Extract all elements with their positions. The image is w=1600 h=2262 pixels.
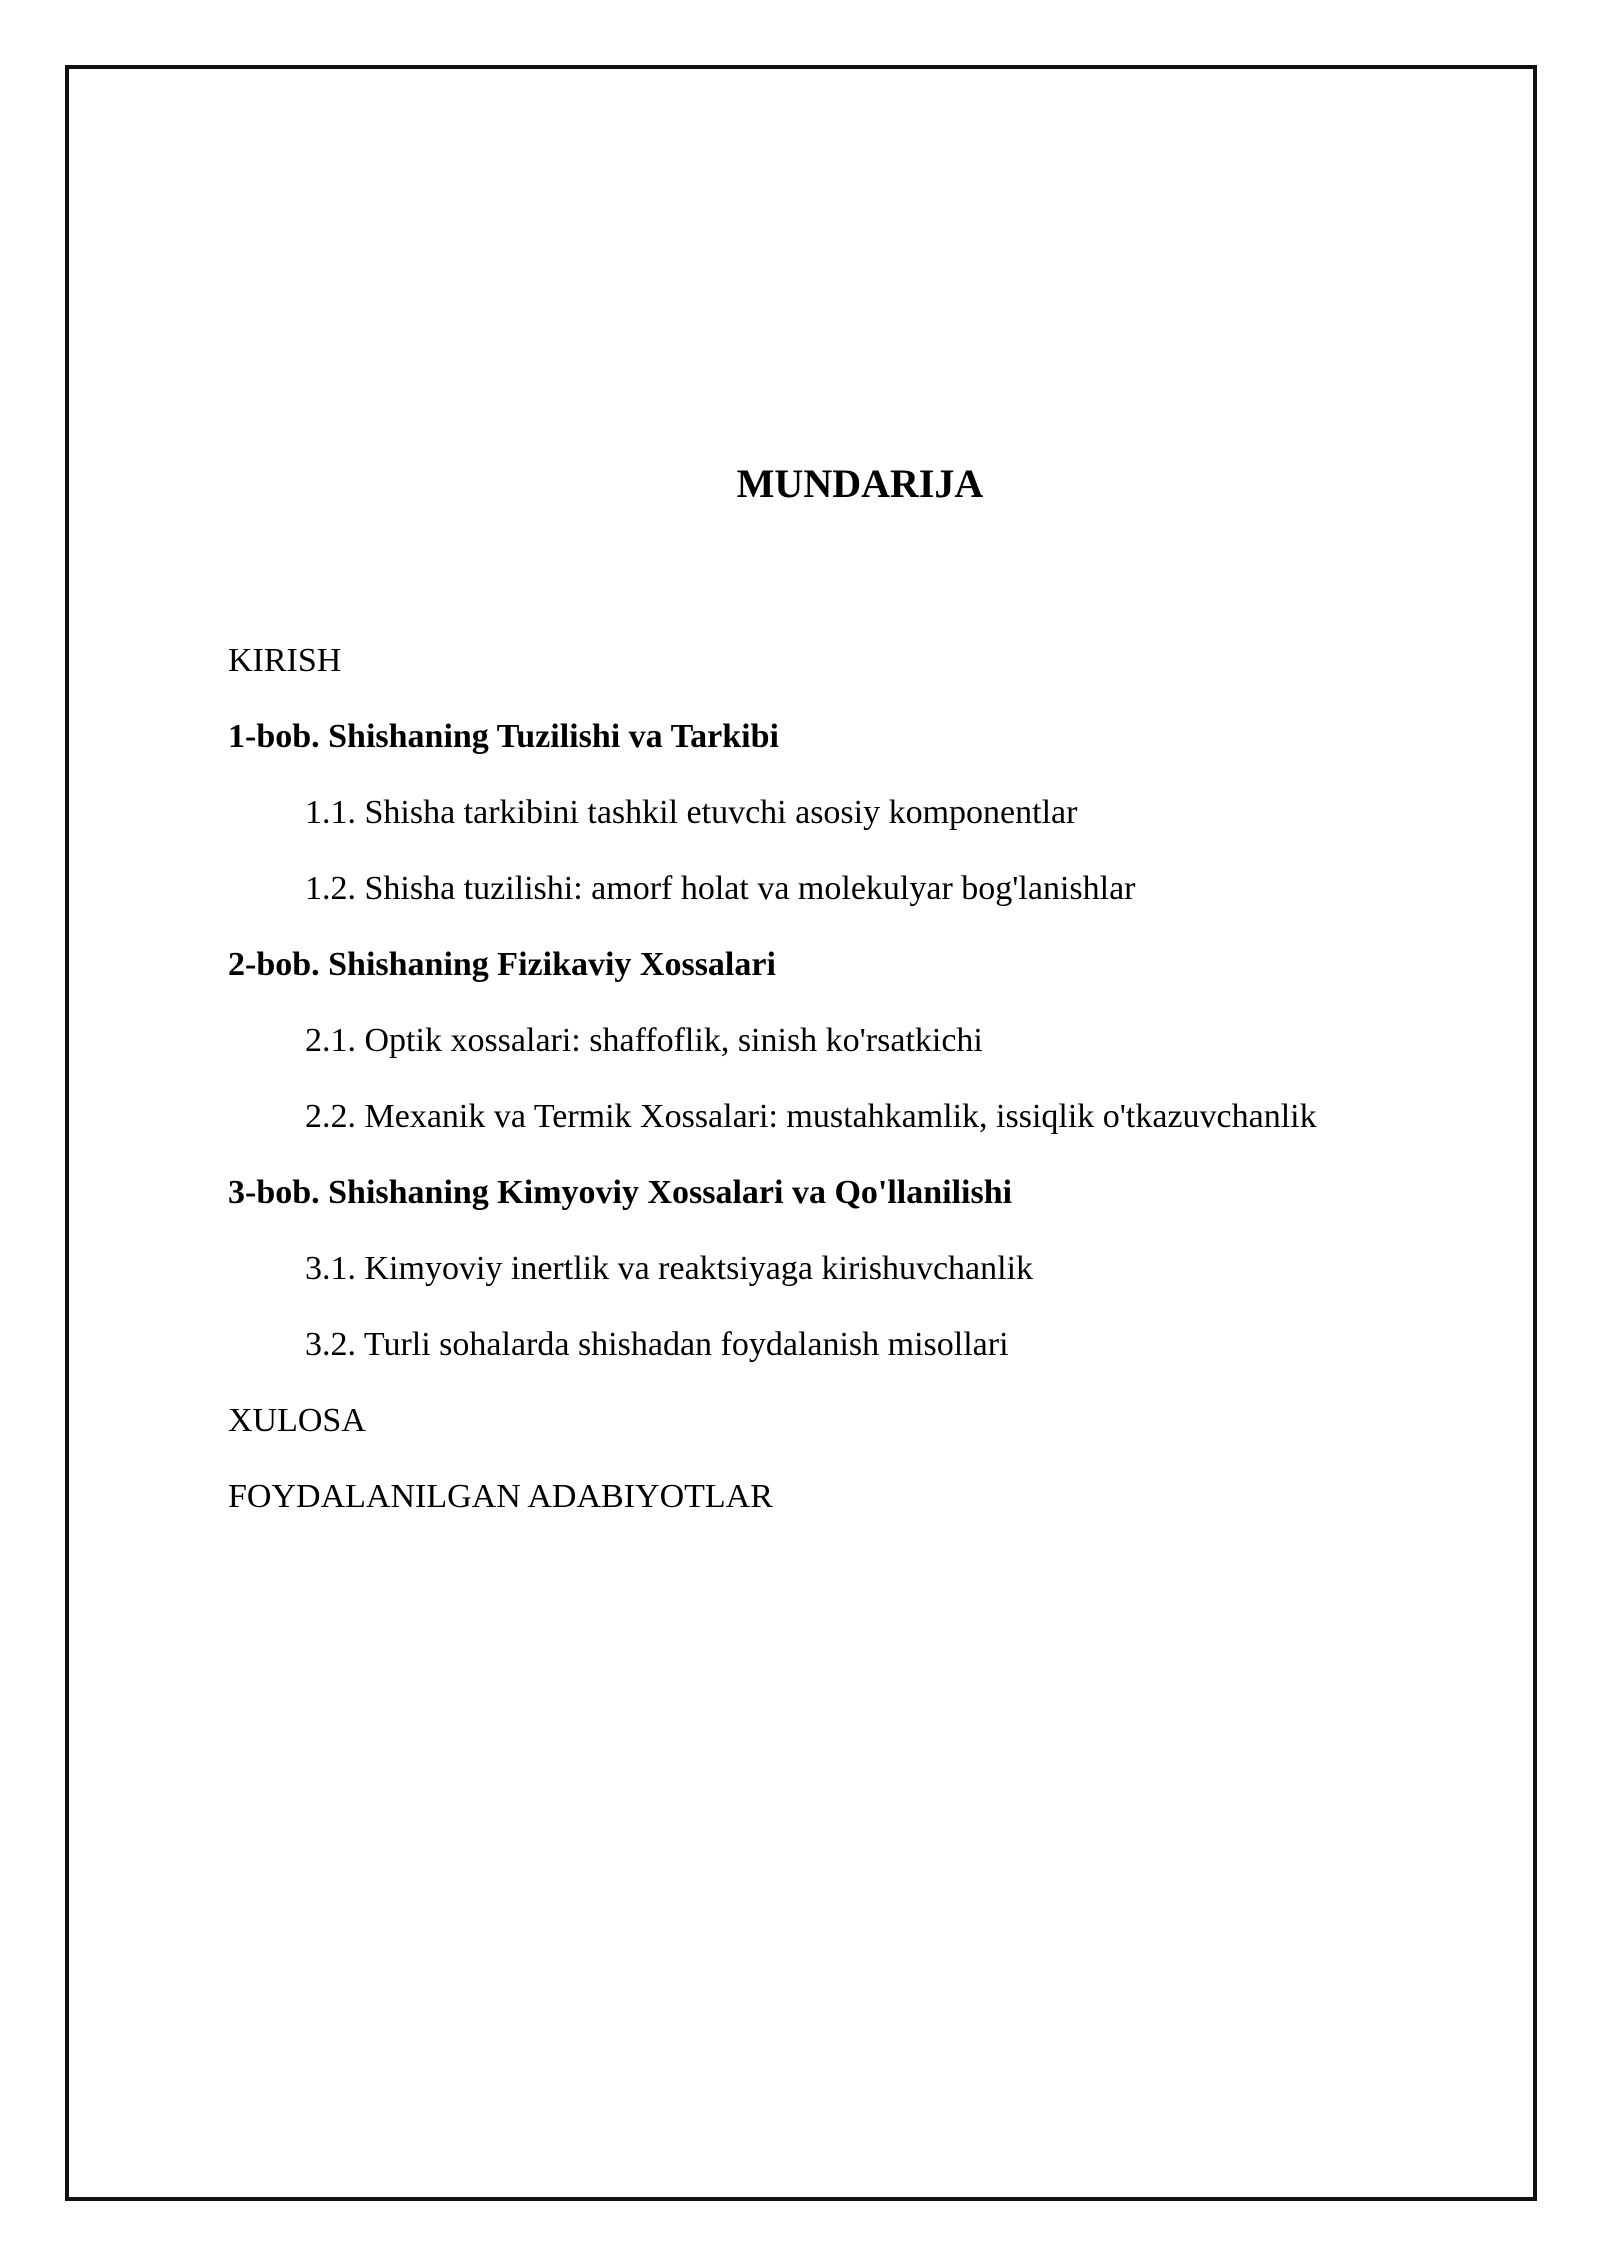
toc-section-3-2: 3.2. Turli sohalarda shishadan foydalanish misollari bbox=[305, 1326, 1009, 1363]
toc-section-3-1: 3.1. Kimyoviy inertlik va reaktsiyaga kirishuvchanlik bbox=[305, 1250, 1034, 1287]
toc-item-kirish: KIRISH bbox=[228, 642, 342, 679]
toc-item-adabiyotlar: FOYDALANILGAN ADABIYOTLAR bbox=[228, 1478, 773, 1515]
toc-section-2-1: 2.1. Optik xossalari: shaffoflik, sinish ko'rsatkichi bbox=[305, 1022, 983, 1059]
toc-item-xulosa: XULOSA bbox=[228, 1402, 366, 1439]
page-title: MUNDARIJA bbox=[736, 461, 984, 506]
toc-chapter-3: 3-bob. Shishaning Kimyoviy Xossalari va Qo'llanilishi bbox=[228, 1174, 1013, 1211]
toc-section-1-2: 1.2. Shisha tuzilishi: amorf holat va molekulyar bog'lanishlar bbox=[305, 870, 1136, 907]
table-of-contents bbox=[228, 641, 1317, 1553]
toc-section-1-1: 1.1. Shisha tarkibini tashkil etuvchi asosiy komponentlar bbox=[305, 794, 1078, 831]
toc-chapter-1: 1-bob. Shishaning Tuzilishi va Tarkibi bbox=[228, 718, 779, 755]
toc-section-2-2: 2.2. Mexanik va Termik Xossalari: mustahkamlik, issiqlik o'tkazuvchanlik bbox=[305, 1098, 1317, 1135]
toc-chapter-2: 2-bob. Shishaning Fizikaviy Xossalari bbox=[228, 946, 776, 983]
